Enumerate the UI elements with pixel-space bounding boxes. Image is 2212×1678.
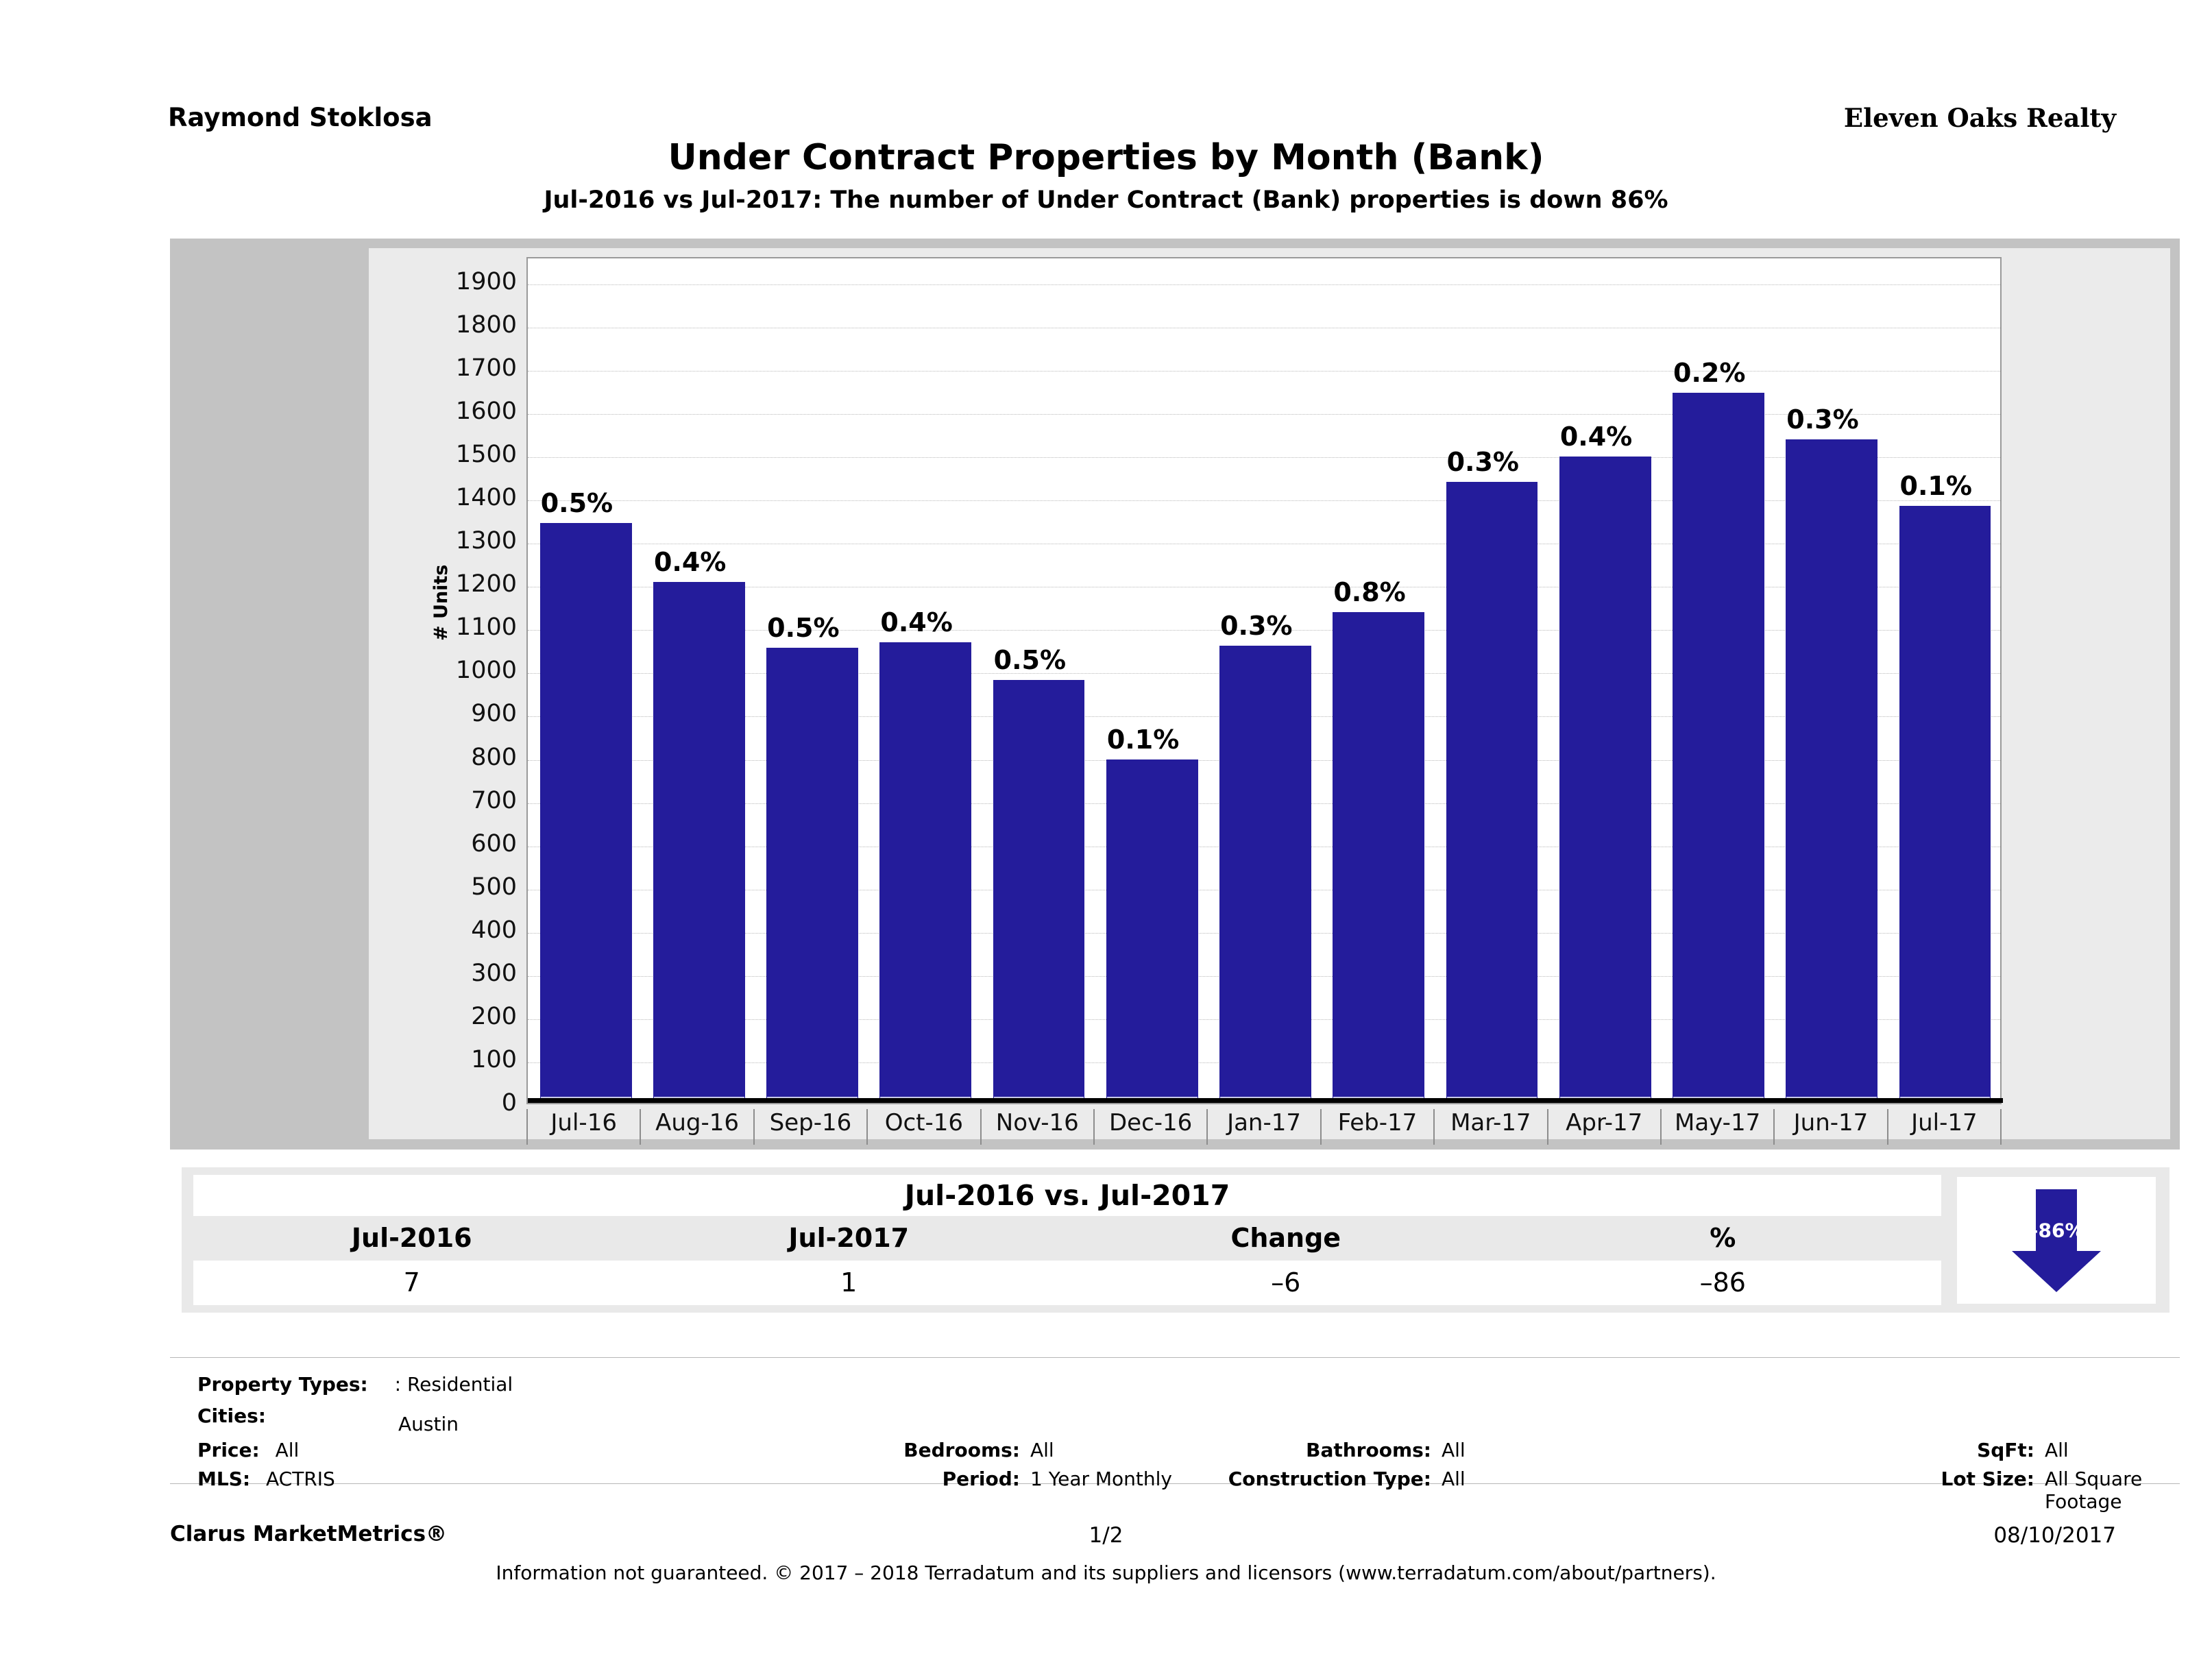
bar-value-label: 0.4%: [653, 546, 727, 577]
chart-subtitle: Jul-2016 vs Jul-2017: The number of Under Contract (Bank) properties is down 86%: [544, 186, 1668, 214]
bar-value-label: 0.5%: [540, 487, 613, 518]
y-axis-tick-label: 1200: [455, 570, 517, 598]
x-axis-tick-label: Jun-17: [1773, 1109, 1886, 1145]
bar-cell: [982, 257, 1095, 1102]
y-axis-tick-label: 700: [471, 786, 517, 814]
y-axis-tick-label: 1600: [455, 398, 517, 426]
bar[interactable]: [879, 607, 971, 1102]
y-axis-tick-label: 1100: [455, 613, 517, 642]
chart-container: [170, 239, 2180, 1150]
bar[interactable]: [1446, 447, 1538, 1102]
sqft-label: SqFt:: [1977, 1439, 2034, 1461]
bar-value-label: 0.5%: [767, 612, 840, 643]
y-axis-tick-label: 1500: [455, 441, 517, 469]
footer-disclaimer: Information not guaranteed. © 2017 – 2018 Terradatum and its suppliers and licensors (www.terradatum.com/about/partners).: [496, 1561, 1716, 1584]
x-axis-tick-label: Apr-17: [1547, 1109, 1660, 1145]
y-axis-tick-label: 300: [471, 959, 517, 987]
comparison-value-cell: 7: [403, 1267, 420, 1298]
plot-wrapper: [430, 257, 2002, 1136]
chart-title: Under Contract Properties by Month (Bank): [668, 137, 1544, 178]
trend-badge-value: –86%: [2028, 1219, 2085, 1242]
bar-cell: [1888, 257, 2002, 1102]
y-axis-tick-label: 900: [471, 700, 517, 728]
bathrooms-value: All: [1442, 1439, 1466, 1461]
y-axis-tick-label: 100: [471, 1045, 517, 1073]
x-axis-tick-label: Oct-16: [866, 1109, 980, 1145]
bar-cell: [755, 257, 868, 1102]
brokerage-name: Eleven Oaks Realty: [1843, 103, 2116, 133]
bar-cell: [869, 257, 982, 1102]
bar[interactable]: [1899, 470, 1991, 1102]
lot-size-label: Lot Size:: [1941, 1468, 2034, 1490]
period-label: Period:: [942, 1468, 1020, 1490]
bar-value-label: 0.3%: [1446, 447, 1519, 478]
bar-value-label: 0.1%: [1899, 470, 1972, 501]
comparison-value-cell: 1: [840, 1267, 858, 1298]
comparison-header-cell: Jul-2016: [351, 1223, 472, 1253]
property-types-value: : Residential: [394, 1373, 513, 1396]
bar-value-label: 0.3%: [1220, 610, 1293, 641]
y-axis-tick-label: 600: [471, 829, 517, 858]
bar[interactable]: [993, 645, 1085, 1102]
comparison-title: Jul-2016 vs. Jul-2017: [193, 1175, 1941, 1216]
bar-value-label: 0.2%: [1673, 357, 1746, 388]
comparison-header-cell: Change: [1230, 1223, 1341, 1253]
footer-date: 08/10/2017: [1993, 1523, 2116, 1548]
y-axis-tick-label: 1900: [455, 267, 517, 295]
y-axis-tick-label: 400: [471, 916, 517, 944]
bar-cell: [1548, 257, 1662, 1102]
lot-size-value: All Square Footage: [2045, 1468, 2143, 1513]
y-axis-tick-label: 1300: [455, 527, 517, 555]
x-axis-labels: [526, 1109, 2002, 1145]
comparison-value-row: [193, 1261, 1941, 1305]
bar-value-label: 0.1%: [1106, 725, 1180, 755]
y-axis-tick-label: 800: [471, 743, 517, 771]
agent-name: Raymond Stoklosa: [168, 103, 433, 132]
footer-brand: Clarus MarketMetrics®: [170, 1522, 448, 1546]
y-axis-label: # Units: [430, 564, 452, 641]
bathrooms-label: Bathrooms:: [1306, 1439, 1431, 1461]
comparison-table: [193, 1175, 1941, 1305]
bar-value-label: 0.5%: [993, 645, 1067, 675]
chart-plot-panel: [369, 248, 2170, 1139]
cities-value: Austin: [398, 1413, 459, 1435]
filters-panel: [170, 1357, 2180, 1513]
y-axis-tick-label: 1000: [455, 657, 517, 685]
bar[interactable]: [1559, 421, 1651, 1102]
x-axis-line: [528, 1098, 2003, 1103]
x-axis-tick-label: Jul-17: [1887, 1109, 2002, 1145]
bar[interactable]: [766, 612, 858, 1102]
bar-value-label: 0.3%: [1786, 404, 1859, 435]
y-axis-tick-label: 1700: [455, 354, 517, 382]
bar-value-label: 0.4%: [1559, 421, 1633, 452]
cities-label: Cities:: [197, 1405, 266, 1427]
bar-cell: [1435, 257, 1548, 1102]
comparison-header-cell: %: [1710, 1223, 1736, 1253]
sqft-value: All: [2045, 1439, 2069, 1461]
comparison-header-row: [193, 1216, 1941, 1261]
property-types-label: Property Types:: [197, 1373, 368, 1396]
bar-value-label: 0.8%: [1333, 576, 1406, 607]
bar[interactable]: [1219, 610, 1311, 1102]
bar[interactable]: [1673, 357, 1764, 1102]
bar[interactable]: [1106, 725, 1198, 1102]
bar-cell: [642, 257, 755, 1102]
construction-type-value: All: [1442, 1468, 1466, 1490]
x-axis-tick-label: Sep-16: [753, 1109, 866, 1145]
plot-area: [526, 257, 2002, 1104]
bar-cell: [1775, 257, 1888, 1102]
period-value: 1 Year Monthly: [1030, 1468, 1173, 1490]
x-axis-tick-label: Aug-16: [640, 1109, 753, 1145]
bar[interactable]: [1786, 404, 1877, 1102]
y-axis-tick-label: 1800: [455, 311, 517, 339]
y-axis-tick-label: 1400: [455, 484, 517, 512]
comparison-panel: [182, 1167, 2170, 1313]
trend-badge: [1957, 1177, 2156, 1304]
bar-cell: [1662, 257, 1775, 1102]
bar-series: [529, 257, 2002, 1102]
x-axis-tick-label: Feb-17: [1320, 1109, 1433, 1145]
y-axis-tick-label: 0: [501, 1089, 517, 1117]
x-axis-tick-label: Jan-17: [1206, 1109, 1320, 1145]
comparison-header-cell: Jul-2017: [788, 1223, 910, 1253]
comparison-value-cell: –86: [1699, 1267, 1746, 1298]
x-axis-tick-label: May-17: [1660, 1109, 1773, 1145]
construction-type-label: Construction Type:: [1228, 1468, 1431, 1490]
mls-label: MLS:: [197, 1468, 251, 1490]
price-value: All: [275, 1439, 300, 1461]
y-axis-tick-label: 500: [471, 873, 517, 901]
price-label: Price:: [197, 1439, 260, 1461]
bar-cell: [1095, 257, 1208, 1102]
x-axis-tick-label: Mar-17: [1433, 1109, 1546, 1145]
bar-cell: [1322, 257, 1435, 1102]
bar-cell: [1208, 257, 1322, 1102]
bedrooms-label: Bedrooms:: [903, 1439, 1020, 1461]
y-axis-tick-label: 200: [471, 1002, 517, 1030]
footer-page: 1/2: [1089, 1523, 1123, 1548]
bar[interactable]: [1333, 576, 1424, 1102]
bedrooms-value: All: [1030, 1439, 1054, 1461]
bar[interactable]: [540, 487, 632, 1102]
comparison-value-cell: –6: [1271, 1267, 1301, 1298]
x-axis-tick-label: Dec-16: [1093, 1109, 1206, 1145]
x-axis-tick-label: Nov-16: [980, 1109, 1093, 1145]
bar[interactable]: [653, 546, 745, 1102]
x-axis-tick-label: Jul-16: [526, 1109, 640, 1145]
bar-value-label: 0.4%: [880, 607, 953, 637]
bar-cell: [529, 257, 642, 1102]
mls-value: ACTRIS: [265, 1468, 335, 1490]
